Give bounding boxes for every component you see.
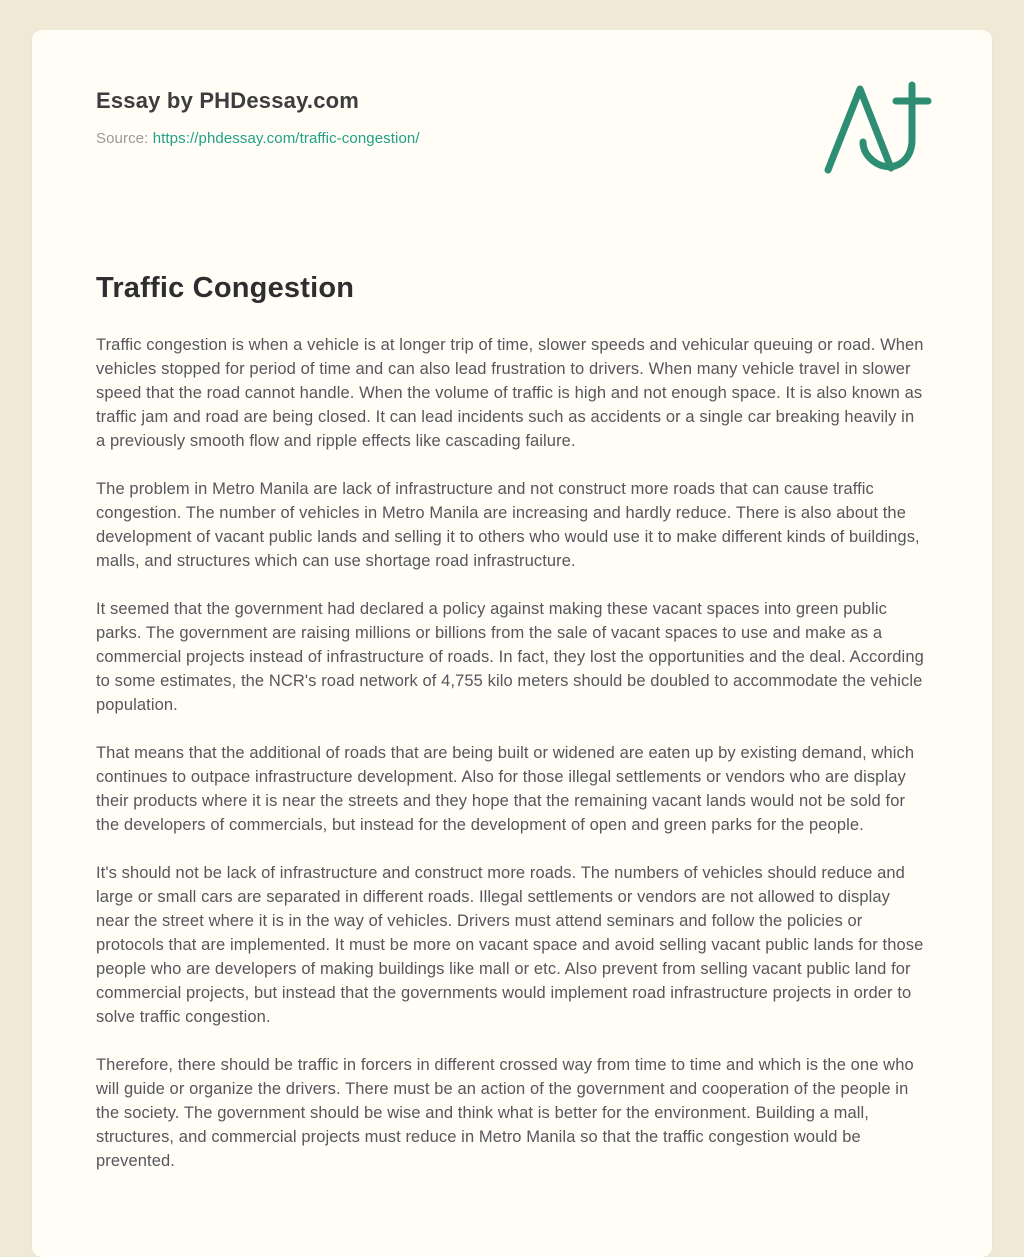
essay-paragraph-5: It's should not be lack of infrastructure and construct more roads. The numbers of vehicles should reduce and large or small cars are separated in different roads. Illegal settlements or vendors are not allowed to display near the street where it is in the way of vehicles. Drivers must attend seminars and follow the policies or protocols that are implemented. It must be more on vacant space and avoid selling vacant public lands for those people who are developers of making buildings like mall or etc. Also prevent from selling vacant public land for commercial projects, but instead that the governments would implement road infrastructure projects in order to solve traffic congestion. — [96, 864, 924, 1026]
essay-paragraph-4: That means that the additional of roads that are being built or widened are eaten up by existing demand, which continues to outpace infrastructure development. Also for those illegal settlements or vendors who are display their products where it is near the streets and they hope that the remaining vacant lands would not be sold for the developers of commercials, but instead for the development of open and green parks for the people. — [96, 744, 915, 834]
header — [96, 88, 928, 198]
essay-paragraph-2: The problem in Metro Manila are lack of infrastructure and not construct more roads that can cause traffic congestion. The number of vehicles in Metro Manila are increasing and hardly reduce. There is also about the development of vacant public lands and selling it to others who would use it to make different kinds of buildings, malls, and structures which can use shortage road infrastructure. — [96, 480, 920, 570]
essay-body — [96, 333, 928, 1173]
essay-title: Traffic Congestion — [96, 272, 355, 304]
essay-paragraph-1: Traffic congestion is when a vehicle is at longer trip of time, slower speeds and vehicular queuing or road. When vehicles stopped for period of time and can also lead frustration to drivers. When many vehicle travel in slower speed that the road cannot handle. When the volume of traffic is high and not enough space. It is also known as traffic jam and road are being closed. It can lead incidents such as accidents or a single car breaking heavily in a previously smooth flow and ripple effects like cascading failure. — [96, 336, 924, 450]
essay-byline-heading: Essay by PHDessay.com — [96, 88, 360, 113]
essay-paragraph-3: It seemed that the government had declared a policy against making these vacant spaces into green public parks. The government are raising millions or billions from the sale of vacant spaces to use and make as a commercial projects instead of infrastructure of roads. In fact, they lost the opportunities and the deal. According to some estimates, the NCR's road network of 4,755 kilo meters should be doubled to accommodate the vehicle population. — [96, 600, 924, 714]
phdessay-logo-icon — [820, 80, 932, 176]
source-link[interactable]: https://phdessay.com/traffic-congestion/ — [152, 130, 420, 147]
essay-card — [32, 30, 992, 1257]
source-label: Source: — [96, 130, 149, 147]
source-line — [96, 130, 928, 147]
essay-paragraph-6: Therefore, there should be traffic in forcers in different crossed way from time to time and which is the one who will guide or organize the drivers. There must be an action of the government and cooperation of the people in the society. The government should be wise and think what is better for the environment. Building a mall, structures, and commercial projects must reduce in Metro Manila so that the traffic congestion would be prevented. — [96, 1056, 914, 1170]
